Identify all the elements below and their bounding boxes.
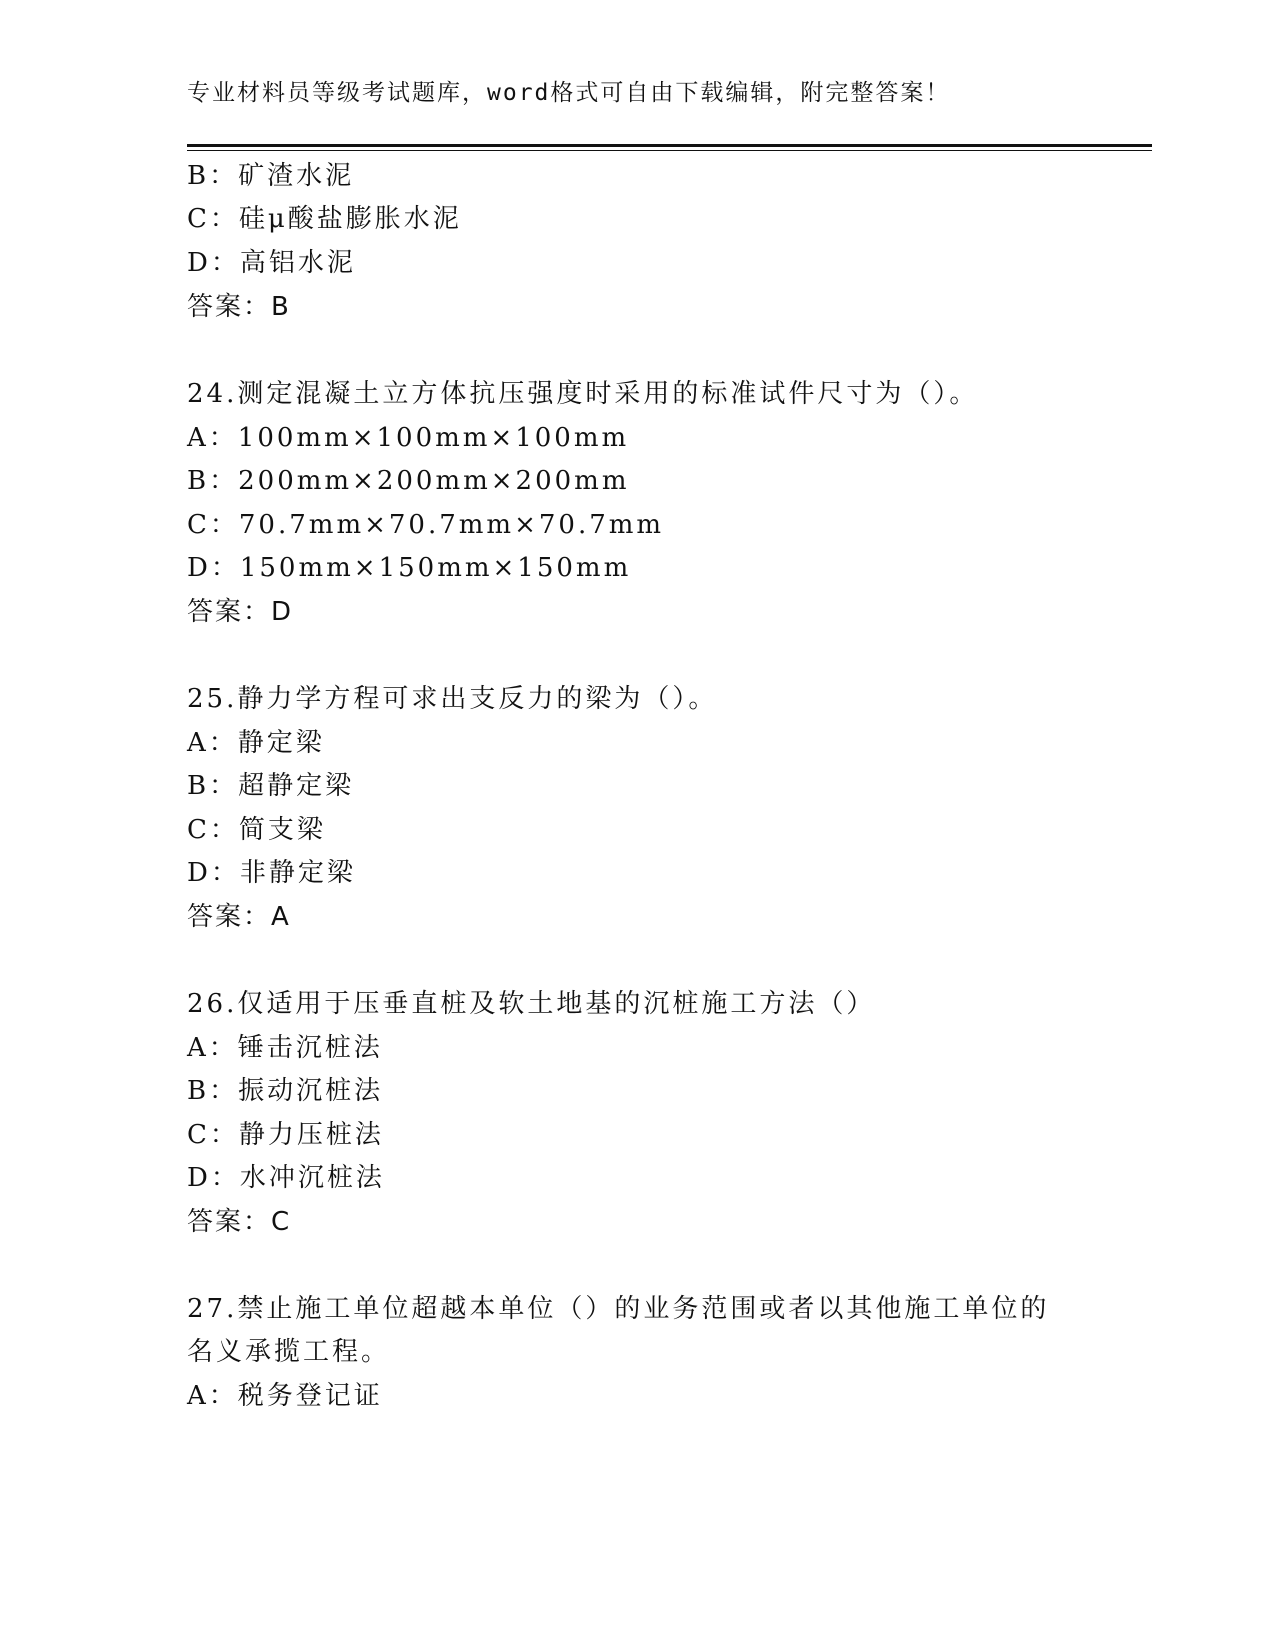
page-header: 专业材料员等级考试题库，word格式可自由下载编辑，附完整答案！ — [187, 80, 951, 106]
question-line: 25.静力学方程可求出支反力的梁为（）。 — [187, 684, 718, 714]
header-rule-thick — [187, 144, 1152, 147]
option-line: A：静定梁 — [187, 728, 325, 758]
option-line: B：振动沉桩法 — [187, 1076, 384, 1106]
answer-line: 答案：A — [187, 902, 291, 932]
option-line: C：简支梁 — [187, 815, 326, 845]
option-line: C：70.7mm×70.7mm×70.7mm — [187, 510, 665, 540]
option-line: C：硅μ酸盐膨胀水泥 — [187, 204, 462, 234]
option-line: A：锤击沉桩法 — [187, 1033, 383, 1063]
option-line: C：静力压桩法 — [187, 1120, 384, 1150]
option-line: D：150mm×150mm×150mm — [187, 553, 632, 583]
option-line: B：200mm×200mm×200mm — [187, 466, 630, 496]
answer-line: 答案：C — [187, 1207, 292, 1237]
answer-line: 答案：D — [187, 597, 294, 627]
option-line: D：水冲沉桩法 — [187, 1163, 385, 1193]
option-line: B：矿渣水泥 — [187, 161, 355, 191]
question-continuation-line: 名义承揽工程。 — [187, 1337, 391, 1367]
option-line: A：税务登记证 — [187, 1381, 383, 1411]
question-line: 27.禁止施工单位超越本单位（）的业务范围或者以其他施工单位的 — [187, 1294, 1050, 1324]
question-line: 26.仅适用于压垂直桩及软土地基的沉桩施工方法（） — [187, 989, 876, 1019]
option-line: A：100mm×100mm×100mm — [187, 423, 630, 453]
question-line: 24.测定混凝土立方体抗压强度时采用的标准试件尺寸为（）。 — [187, 379, 979, 409]
header-rule-thin — [187, 150, 1152, 151]
answer-line: 答案：B — [187, 292, 291, 322]
option-line: D：非静定梁 — [187, 858, 356, 888]
option-line: B：超静定梁 — [187, 771, 355, 801]
option-line: D：高铝水泥 — [187, 248, 356, 278]
